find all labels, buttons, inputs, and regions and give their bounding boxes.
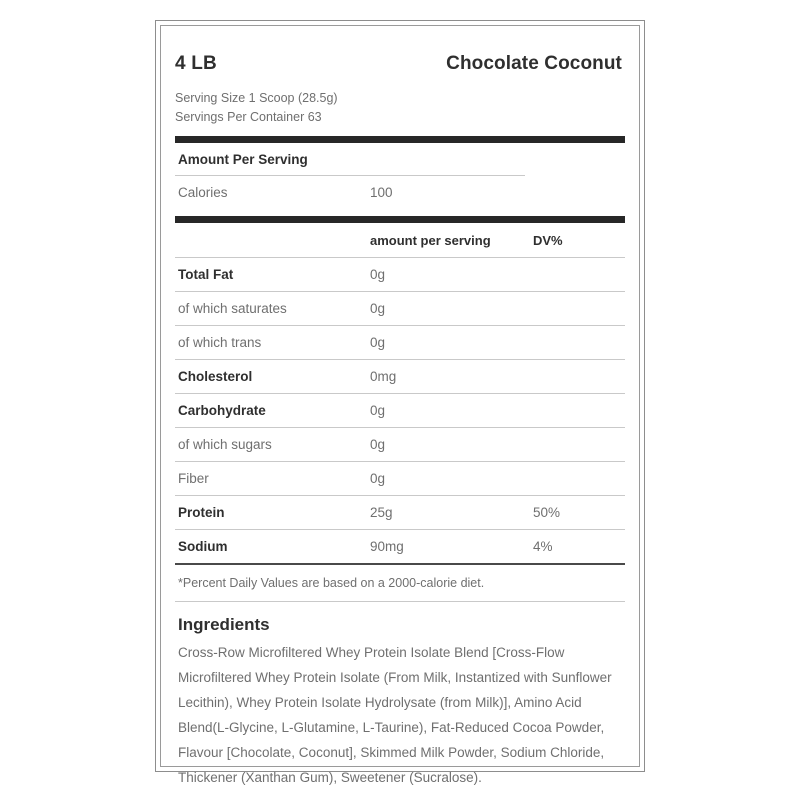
product-size-title: 4 LB [175,53,217,74]
calories-value: 100 [370,185,393,200]
product-flavor-title: Chocolate Coconut [446,53,622,74]
nutrient-name: Fiber [178,471,209,486]
nutrient-table-body [175,258,625,563]
nutrient-row [175,360,625,393]
nutrient-row [175,462,625,495]
nutrient-row [175,394,625,427]
servings-per-container-text: Servings Per Container 63 [175,110,322,124]
nutrient-row [175,496,625,529]
nutrient-daily-value: 4% [533,539,553,554]
table-column-headers [175,223,625,257]
nutrient-amount: 0g [370,335,386,350]
nutrition-label-outer-frame [155,20,645,785]
nutrient-name: Sodium [178,539,228,554]
nutrient-amount: 0g [370,403,386,418]
column-header-amount: amount per serving [370,233,491,248]
nutrient-name: Total Fat [178,267,234,282]
nutrient-amount: 25g [370,505,393,520]
divider-thick-middle [175,216,625,223]
calories-row [175,176,625,209]
label-header [175,26,625,75]
amount-per-serving-heading: Amount Per Serving [178,152,308,167]
column-header-dv: DV% [533,233,563,248]
nutrient-amount: 0g [370,437,386,452]
nutrient-amount: 0mg [370,369,397,384]
nutrient-row [175,258,625,291]
nutrient-name: of which saturates [178,301,287,316]
ingredients-text: Cross-Row Microfiltered Whey Protein Isolate Blend [Cross-Flow Microfiltered Whey Protein Isolate (From Milk, Instantized with Sunflower Lecithin), Whey Protein Isolate Hydrolysate (from Milk)], Amino Acid Blend(L-Glycine, L-Glutamine, L-Taurine), Fat-Reduced Cocoa Powder, Flavour [Chocolate, Coconut], Skimmed Milk Powder, Sodium Chloride, Thickener (Xanthan Gum), Sweetener (Sucralose). [178,645,612,785]
nutrient-name: Cholesterol [178,369,253,384]
nutrient-amount: 0g [370,471,386,486]
nutrient-amount: 0g [370,267,386,282]
column-header-name [178,233,370,248]
nutrient-amount: 0g [370,301,386,316]
nutrient-name: of which trans [178,335,262,350]
calories-label: Calories [178,185,228,200]
nutrient-name: Carbohydrate [178,403,266,418]
nutrient-daily-value: 50% [533,505,561,520]
nutrient-row [175,326,625,359]
ingredients-heading: Ingredients [178,615,270,634]
nutrient-name: of which sugars [178,437,272,452]
nutrient-amount: 90mg [370,539,404,554]
nutrient-name: Protein [178,505,225,520]
daily-value-footnote: *Percent Daily Values are based on a 2000-calorie diet. [178,576,485,590]
nutrition-label-inner-frame [160,25,640,785]
nutrient-row [175,428,625,461]
serving-info [175,89,625,127]
serving-size-text: Serving Size 1 Scoop (28.5g) [175,91,338,105]
nutrient-row [175,292,625,325]
nutrient-row [175,530,625,563]
divider-thick-top [175,136,625,143]
